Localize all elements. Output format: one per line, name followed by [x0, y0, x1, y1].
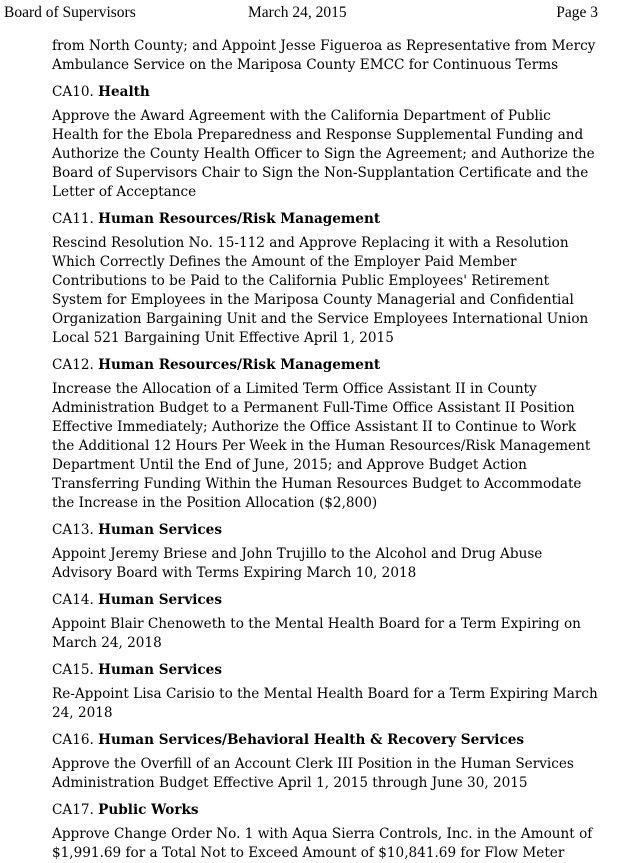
page-header [0, 3, 620, 23]
item-description: Approve the Overfill of an Account Clerk III Position in the Human Services Administration Budget Effective April 1, 2015 through June 30, 2015 [52, 756, 574, 791]
item-description: Approve the Award Agreement with the California Department of Public Health for the Ebola Preparedness and Response Supplemental Funding and Authorize the County Health Officer to Sign the Agreement; and Authorize the Board of Supervisors Chair to Sign the Non-Supplantation Certificate and the Letter of Acceptance [52, 108, 595, 200]
agenda-item-ca15 [52, 661, 600, 723]
item-number: CA16. [52, 732, 94, 748]
item-heading [52, 210, 600, 229]
item-department: Human Resources/Risk Management [98, 357, 381, 373]
item-number: CA17. [52, 802, 94, 818]
agenda-item-ca11 [52, 210, 600, 348]
item-department: Human Services [98, 592, 222, 608]
agenda-item-ca17 [52, 801, 600, 863]
item-heading [52, 661, 600, 680]
item-heading [52, 83, 600, 102]
item-department: Human Resources/Risk Management [98, 211, 381, 227]
header-meeting-date: March 24, 2015 [248, 4, 347, 21]
header-board-name: Board of Supervisors [4, 4, 136, 21]
item-heading [52, 356, 600, 375]
item-department: Health [98, 84, 150, 100]
item-department: Human Services [98, 662, 222, 678]
item-number: CA10. [52, 84, 94, 100]
agenda-item-ca16 [52, 731, 600, 793]
agenda-item-ca10 [52, 83, 600, 202]
item-number: CA12. [52, 357, 94, 373]
agenda-item-ca13 [52, 521, 600, 583]
item-number: CA14. [52, 592, 94, 608]
item-number: CA15. [52, 662, 94, 678]
continuation-text: from North County; and Appoint Jesse Figueroa as Representative from Mercy Ambulance Service on the Mariposa County EMCC for Continuous Terms [52, 38, 596, 73]
header-page-number: Page 3 [556, 4, 598, 21]
item-number: CA13. [52, 522, 94, 538]
item-heading [52, 521, 600, 540]
item-description: Approve Change Order No. 1 with Aqua Sierra Controls, Inc. in the Amount of $1,991.69 for a Total Not to Exceed Amount of $10,841.69 for Flow Meter [52, 826, 593, 861]
item-heading [52, 801, 600, 820]
item-department: Human Services [98, 522, 222, 538]
agenda-item-ca14 [52, 591, 600, 653]
item-description: Appoint Blair Chenoweth to the Mental Health Board for a Term Expiring on March 24, 2018 [52, 616, 581, 651]
item-description: Increase the Allocation of a Limited Term Office Assistant II in County Administration Budget to a Permanent Full-Time Office Assistant II Position Effective Immediately; Authorize the Office Assistant II to Continue to Work the Additional 12 Hours Per Week in the Human Resources/Risk Management Department Until the End of June, 2015; and Approve Budget Action Transferring Funding Within the Human Resources Budget to Accommodate the Increase in the Position Allocation ($2,800) [52, 381, 591, 511]
item-description: Appoint Jeremy Briese and John Trujillo to the Alcohol and Drug Abuse Advisory Board with Terms Expiring March 10, 2018 [52, 546, 543, 581]
item-heading [52, 731, 600, 750]
item-description: Re-Appoint Lisa Carisio to the Mental Health Board for a Term Expiring March 24, 2018 [52, 686, 598, 721]
item-department: Human Services/Behavioral Health & Recovery Services [98, 732, 525, 748]
agenda-content [52, 37, 600, 863]
item-description: Rescind Resolution No. 15-112 and Approve Replacing it with a Resolution Which Correctly Defines the Amount of the Employer Paid Member Contributions to be Paid to the California Public Employees' Retirement System for Employees in the Mariposa County Managerial and Confidential Organization Bargaining Unit and the Service Employees International Union Local 521 Bargaining Unit Effective April 1, 2015 [52, 235, 589, 346]
item-department: Public Works [98, 802, 199, 818]
item-heading [52, 591, 600, 610]
agenda-item-ca12 [52, 356, 600, 513]
item-number: CA11. [52, 211, 94, 227]
